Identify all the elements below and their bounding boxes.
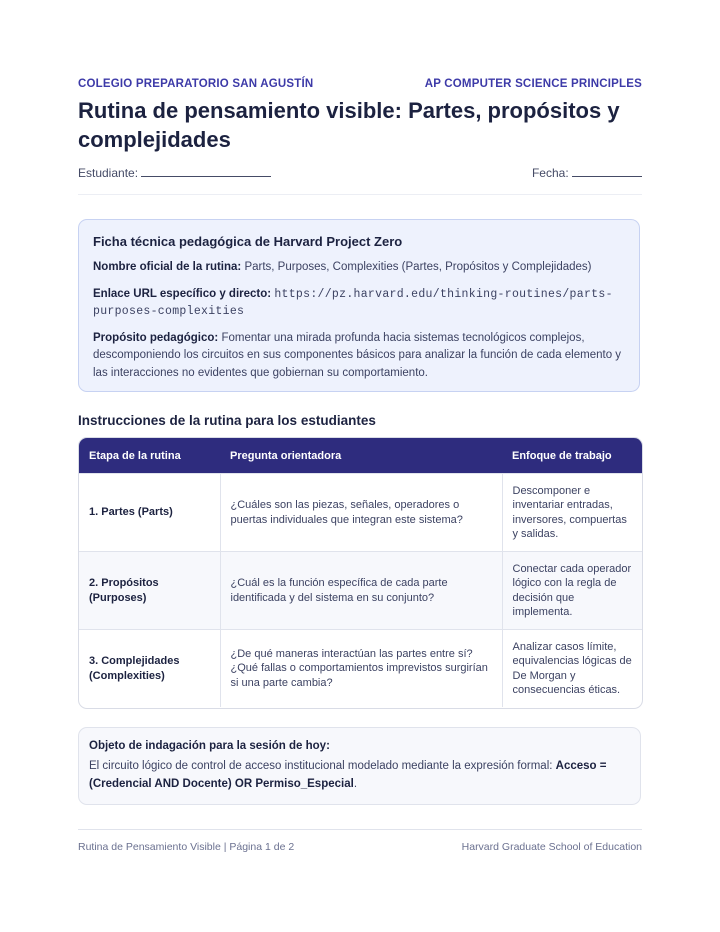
- column-header-stage: Etapa de la rutina: [79, 438, 220, 474]
- footer-page-info: Rutina de Pensamiento Visible | Página 1 de 2: [78, 841, 295, 853]
- instructions-heading: Instrucciones de la rutina para los estudiantes: [78, 413, 376, 428]
- routine-url-line: [93, 286, 625, 321]
- stage-cell: 3. Complejidades (Complexities): [79, 630, 220, 708]
- question-cell: ¿Cuáles son las piezas, señales, operadores o puertas individuales que integran este sistema?: [220, 474, 502, 552]
- date-blank: [572, 165, 642, 177]
- question-cell: ¿De qué maneras interactúan las partes entre sí? ¿Qué fallas o comportamientos imprevistos surgirían si una parte cambia?: [220, 630, 502, 708]
- student-info-row: [78, 165, 642, 180]
- footer-divider: [78, 829, 642, 830]
- stage-cell: 2. Propósitos (Purposes): [79, 552, 220, 630]
- focus-cell: Analizar casos límite, equivalencias lógicas de De Morgan y consecuencias éticas.: [502, 630, 642, 708]
- table-row: [79, 552, 642, 630]
- inquiry-object-text: [89, 758, 628, 793]
- table-row: [79, 630, 642, 708]
- purpose-label: Propósito pedagógico:: [93, 331, 219, 344]
- instructions-table: [79, 438, 642, 707]
- inquiry-object-card: [78, 727, 641, 805]
- table-row: [79, 474, 642, 552]
- question-cell: ¿Cuál es la función específica de cada parte identificada y del sistema en su conjunto?: [220, 552, 502, 630]
- purpose-value: Fomentar una mirada profunda hacia sistemas tecnológicos complejos, descomponiendo los circuitos en sus componentes básicos para analizar la función de cada elemento y las interacciones no evidentes que gobiernan su comportamiento.: [93, 331, 622, 379]
- technical-sheet-heading: Ficha técnica pedagógica de Harvard Project Zero: [93, 234, 403, 249]
- instructions-table-wrapper: [78, 437, 643, 709]
- date-field: [532, 165, 642, 180]
- column-header-focus: Enfoque de trabajo: [502, 438, 642, 474]
- student-blank: [141, 165, 271, 177]
- focus-cell: Conectar cada operador lógico con la regla de decisión que implementa.: [502, 552, 642, 630]
- footer-institution: Harvard Graduate School of Education: [461, 841, 642, 853]
- student-label: Estudiante:: [78, 166, 139, 180]
- logic-expression: Acceso = (Credencial AND Docente) OR Permiso_Especial: [89, 760, 607, 790]
- school-name: COLEGIO PREPARATORIO SAN AGUSTÍN: [78, 78, 314, 90]
- inquiry-object-description: El circuito lógico de control de acceso institucional modelado mediante la expresión formal:: [89, 760, 553, 772]
- footer: [78, 841, 642, 853]
- student-field: [78, 165, 271, 180]
- page-title: Rutina de pensamiento visible: Partes, propósitos y complejidades: [78, 98, 620, 152]
- routine-name-line: [93, 259, 625, 277]
- routine-name-label: Nombre oficial de la rutina:: [93, 261, 242, 273]
- date-label: Fecha:: [531, 166, 569, 180]
- routine-url-link[interactable]: https://pz.harvard.edu/thinking-routines/parts-purposes-complexities: [93, 287, 613, 318]
- header-bar: [78, 78, 642, 90]
- column-header-question: Pregunta orientadora: [220, 438, 502, 474]
- routine-url-label: Enlace URL específico y directo:: [93, 287, 272, 300]
- purpose-line: [93, 330, 625, 383]
- course-name: AP COMPUTER SCIENCE PRINCIPLES: [424, 78, 642, 90]
- inquiry-object-heading: Objeto de indagación para la sesión de hoy:: [89, 740, 330, 752]
- inquiry-object-end: .: [353, 777, 358, 790]
- routine-name-value: Parts, Purposes, Complexities (Partes, Propósitos y Complejidades): [244, 261, 592, 273]
- header-divider: [78, 194, 642, 195]
- table-header-row: [79, 438, 642, 474]
- stage-cell: 1. Partes (Parts): [79, 474, 220, 552]
- technical-sheet-card: [78, 219, 640, 392]
- focus-cell: Descomponer e inventariar entradas, inversores, compuertas y salidas.: [502, 474, 642, 552]
